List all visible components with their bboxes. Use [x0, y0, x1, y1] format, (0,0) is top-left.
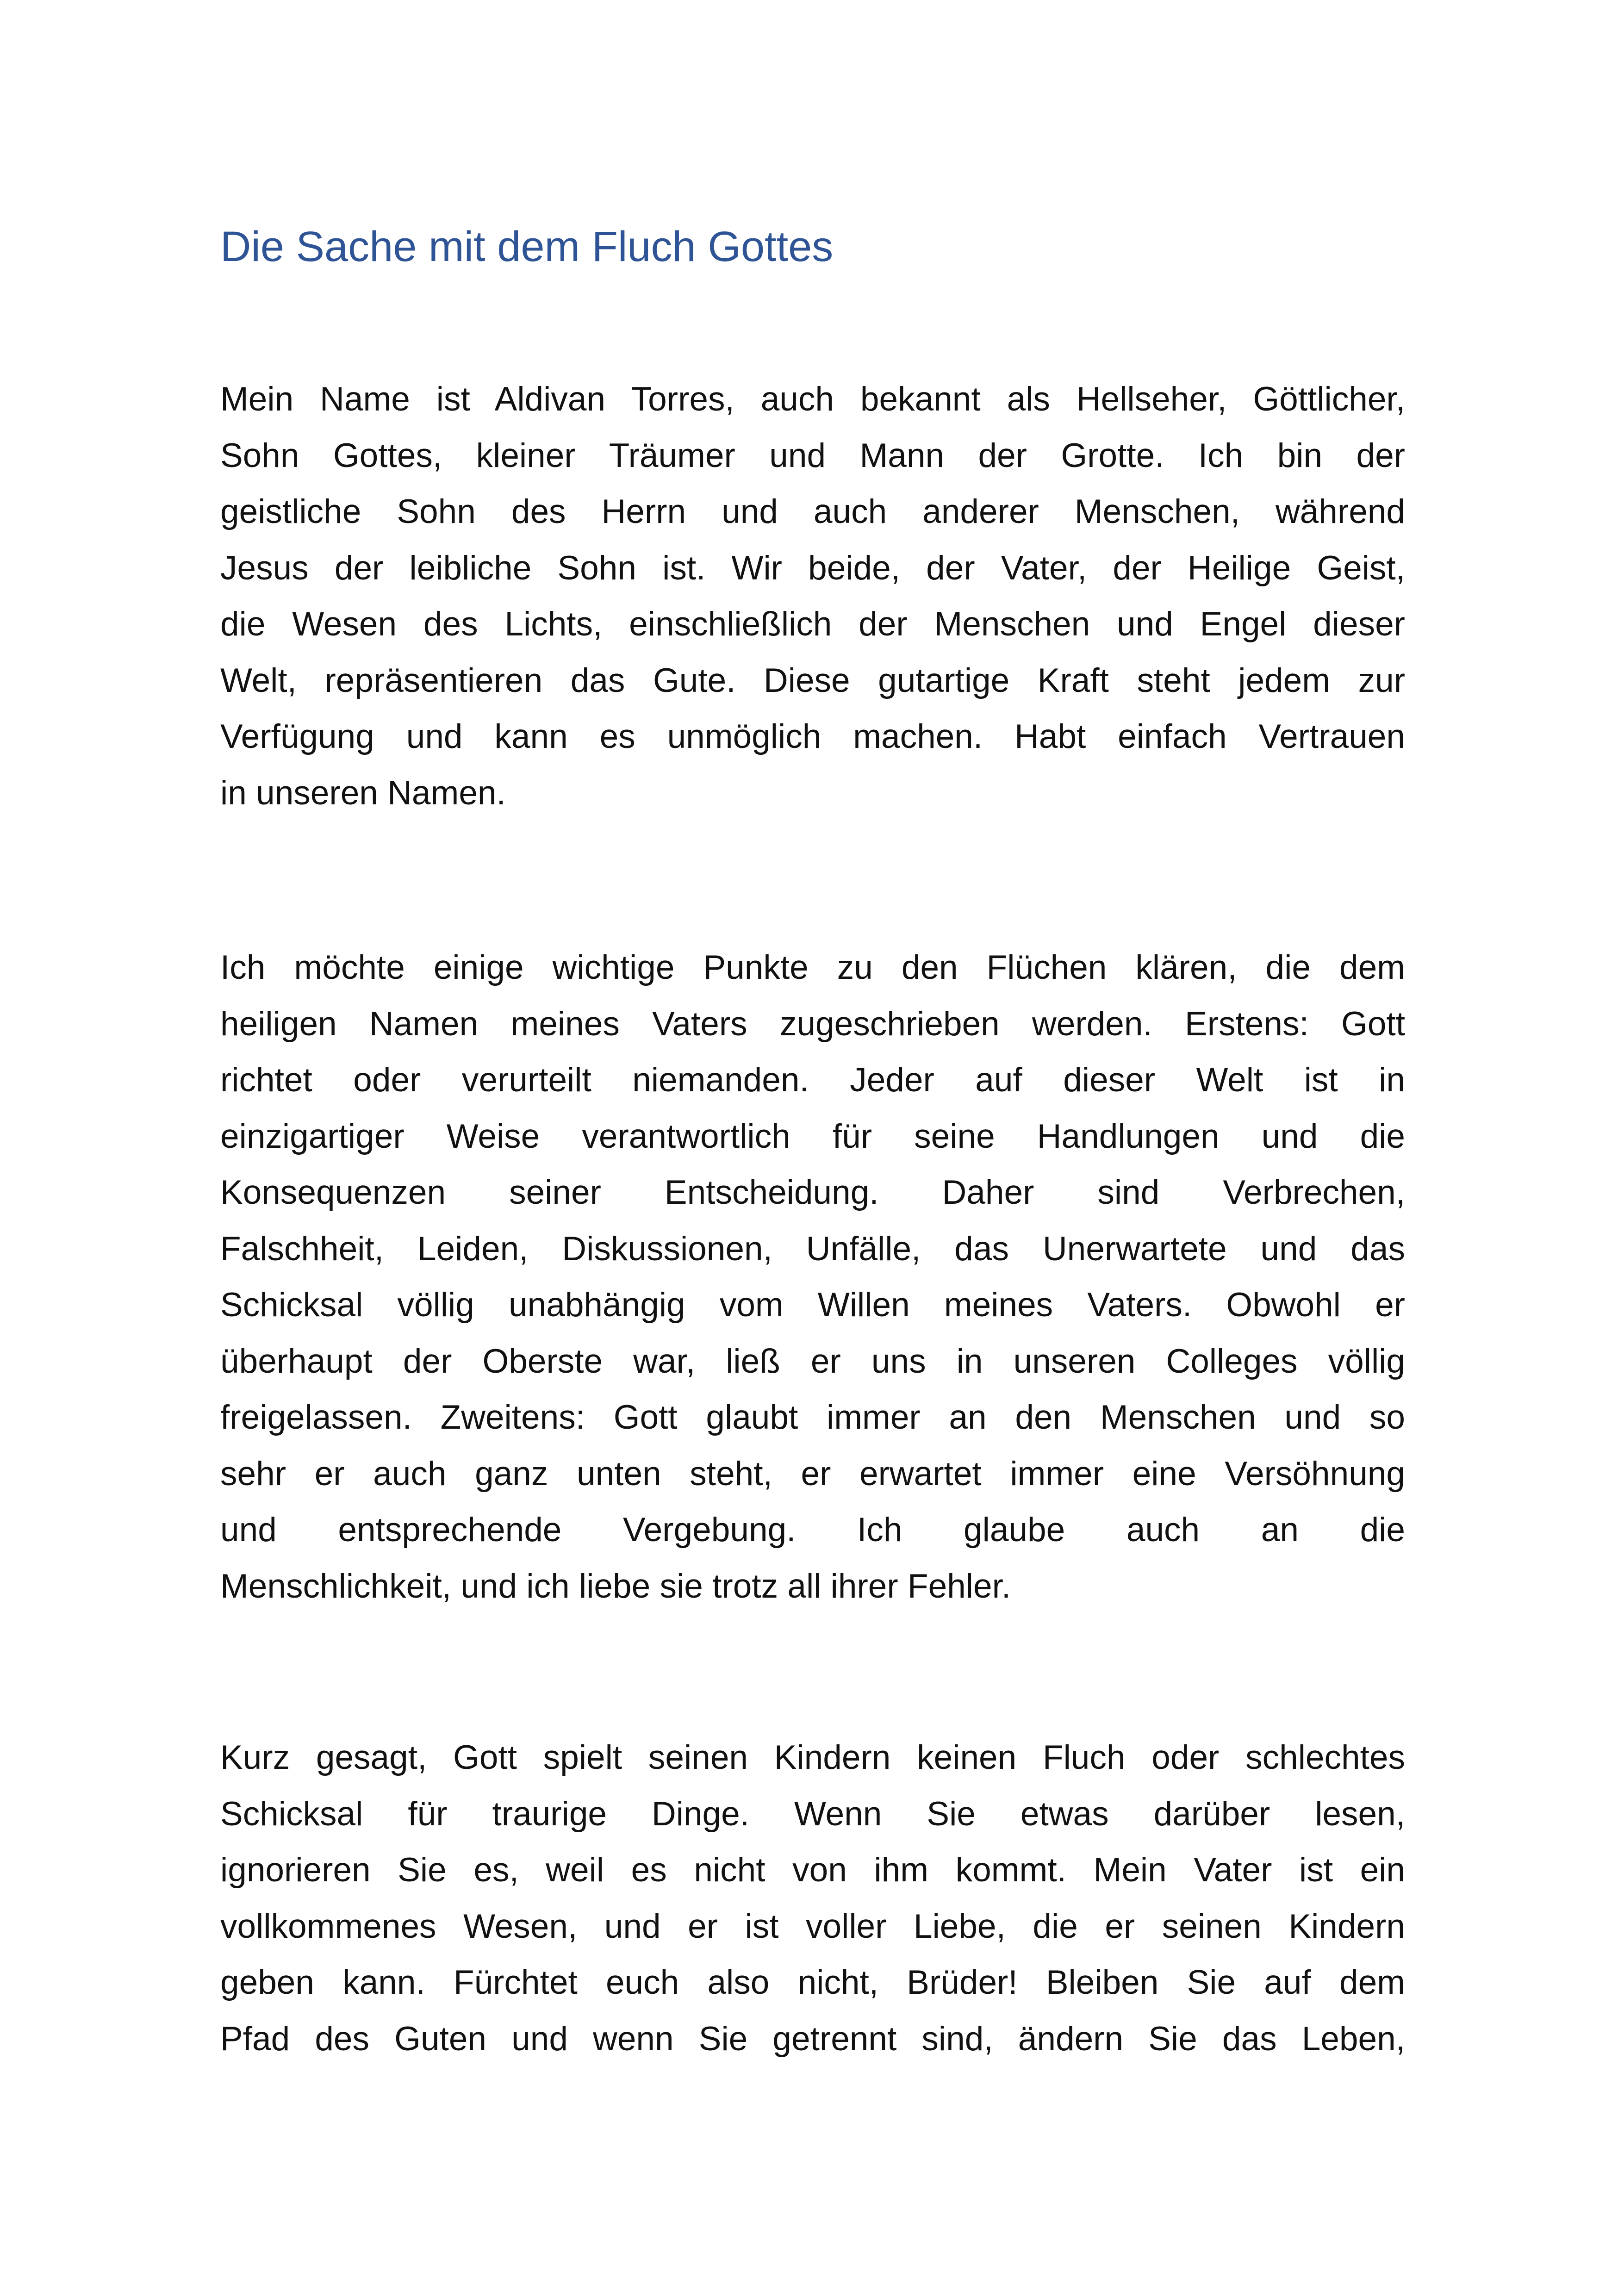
paragraph-line: Menschlichkeit, und ich liebe sie trotz all ihrer Fehler. [220, 1567, 1011, 1605]
paragraph-line: einzigartiger Weise verantwortlich für seine Handlungen und die [220, 1117, 1405, 1155]
paragraph-line: Welt, repräsentieren das Gute. Diese gutartige Kraft steht jedem zur [220, 661, 1405, 699]
document-title: Die Sache mit dem Fluch Gottes [220, 223, 834, 270]
paragraph-line: Pfad des Guten und wenn Sie getrennt sind, ändern Sie das Leben, [220, 2020, 1405, 2058]
paragraph-line: Schicksal für traurige Dinge. Wenn Sie etwas darüber lesen, [220, 1795, 1405, 1833]
paragraph-line: Sohn Gottes, kleiner Träumer und Mann der Grotte. Ich bin der [220, 436, 1405, 474]
paragraph-line: Falschheit, Leiden, Diskussionen, Unfälle, das Unerwartete und das [220, 1230, 1405, 1268]
paragraph-line: und entsprechende Vergebung. Ich glaube auch an die [220, 1511, 1405, 1549]
paragraph-line: vollkommenes Wesen, und er ist voller Liebe, die er seinen Kindern [220, 1907, 1405, 1945]
paragraph-line: die Wesen des Lichts, einschließlich der Menschen und Engel dieser [220, 605, 1405, 643]
paragraph-line: in unseren Namen. [220, 774, 506, 812]
paragraph-3 [220, 1730, 1405, 2067]
paragraph-line: Konsequenzen seiner Entscheidung. Daher sind Verbrechen, [220, 1174, 1405, 1211]
paragraph-2 [220, 940, 1405, 1614]
paragraph-line: sehr er auch ganz unten steht, er erwartet immer eine Versöhnung [220, 1455, 1405, 1493]
paragraph-line: heiligen Namen meines Vaters zugeschrieben werden. Erstens: Gott [220, 1005, 1405, 1043]
paragraph-line: überhaupt der Oberste war, ließ er uns in unseren Colleges völlig [220, 1342, 1405, 1380]
paragraph-line: Jesus der leibliche Sohn ist. Wir beide, der Vater, der Heilige Geist, [220, 549, 1405, 587]
paragraph-line: Schicksal völlig unabhängig vom Willen meines Vaters. Obwohl er [220, 1286, 1405, 1324]
paragraph-line: geben kann. Fürchtet euch also nicht, Brüder! Bleiben Sie auf dem [220, 1964, 1405, 2001]
paragraph-line: Ich möchte einige wichtige Punkte zu den Flüchen klären, die dem [220, 949, 1405, 986]
paragraph-line: freigelassen. Zweitens: Gott glaubt immer an den Menschen und so [220, 1399, 1405, 1436]
paragraph-line: ignorieren Sie es, weil es nicht von ihm kommt. Mein Vater ist ein [220, 1851, 1405, 1889]
paragraph-line: Mein Name ist Aldivan Torres, auch bekannt als Hellseher, Göttlicher, [220, 380, 1405, 418]
paragraph-line: geistliche Sohn des Herrn und auch anderer Menschen, während [220, 493, 1405, 530]
paragraph-line: richtet oder verurteilt niemanden. Jeder auf dieser Welt ist in [220, 1061, 1405, 1099]
paragraph-line: Verfügung und kann es unmöglich machen. Habt einfach Vertrauen [220, 718, 1405, 755]
paragraph-1 [220, 371, 1405, 821]
paragraph-line: Kurz gesagt, Gott spielt seinen Kindern keinen Fluch oder schlechtes [220, 1739, 1405, 1776]
